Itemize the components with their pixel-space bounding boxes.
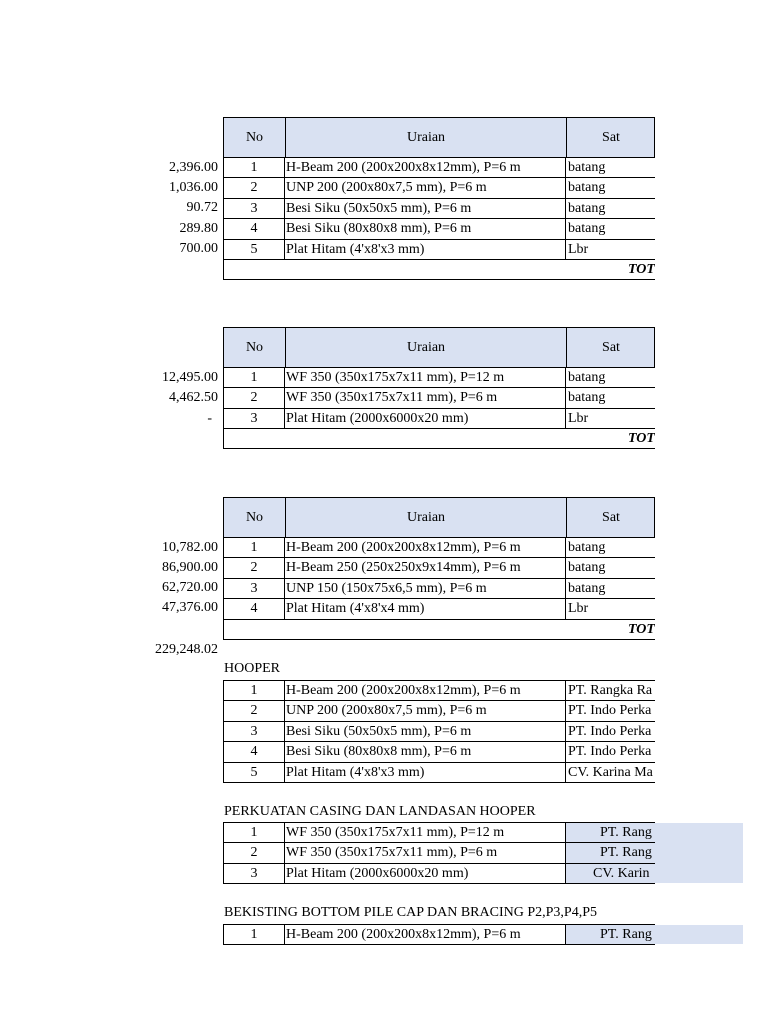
table-row [223, 864, 655, 884]
row-supplier: PT. Indo Perka [568, 723, 652, 739]
row-sat: batang [568, 580, 606, 596]
table-row [223, 579, 655, 599]
row-supplier: PT. Rang [566, 925, 655, 944]
table-row [223, 742, 655, 762]
table-row [223, 538, 655, 558]
header-uraian: Uraian [286, 118, 567, 157]
row-no: 2 [224, 558, 285, 577]
row-no: 3 [224, 579, 285, 598]
total-label: TOT [628, 431, 655, 447]
row-uraian: Plat Hitam (2000x6000x20 mm) [285, 864, 566, 883]
row-no: 2 [224, 843, 285, 862]
row-supplier: PT. Rang [566, 843, 655, 862]
table-row [223, 199, 655, 219]
row-uraian: H-Beam 200 (200x200x8x12mm), P=6 m [285, 158, 566, 177]
row-uraian: UNP 150 (150x75x6,5 mm), P=6 m [285, 579, 566, 598]
table2-body [223, 368, 655, 449]
row-uraian: Besi Siku (80x80x8 mm), P=6 m [285, 742, 566, 761]
row-uraian: Besi Siku (50x50x5 mm), P=6 m [285, 722, 566, 741]
row-uraian: H-Beam 200 (200x200x8x12mm), P=6 m [285, 538, 566, 557]
left-value: 12,495.00 [162, 370, 218, 385]
row-uraian: Plat Hitam (2000x6000x20 mm) [285, 409, 566, 428]
table-row [223, 599, 655, 619]
table-row [223, 925, 655, 945]
header-uraian: Uraian [286, 328, 567, 367]
row-no: 3 [224, 199, 285, 218]
header-uraian: Uraian [286, 498, 567, 537]
header-no: No [224, 328, 286, 367]
left-value: - [207, 411, 212, 426]
table-row [223, 701, 655, 721]
section-title-perkuatan: PERKUATAN CASING DAN LANDASAN HOOPER [224, 804, 536, 819]
row-uraian: Besi Siku (80x80x8 mm), P=6 m [285, 219, 566, 238]
row-uraian: H-Beam 250 (250x250x9x14mm), P=6 m [285, 558, 566, 577]
left-value: 62,720.00 [162, 580, 218, 595]
header-sat: Sat [602, 340, 620, 355]
row-uraian: H-Beam 200 (200x200x8x12mm), P=6 m [285, 681, 566, 700]
table-row [223, 240, 655, 260]
table-row [223, 558, 655, 578]
table2-header [223, 327, 655, 368]
row-uraian: Plat Hitam (4'x8'x4 mm) [285, 599, 566, 618]
row-sat: batang [568, 180, 606, 196]
row-no: 4 [224, 599, 285, 618]
row-sat: batang [568, 200, 606, 216]
row-uraian: Plat Hitam (4'x8'x3 mm) [285, 763, 566, 782]
total-row [223, 429, 655, 449]
shaded-cell-extension [655, 823, 743, 883]
table-row [223, 158, 655, 178]
left-value: 4,462.50 [169, 390, 218, 405]
row-uraian: Besi Siku (50x50x5 mm), P=6 m [285, 199, 566, 218]
table-row [223, 219, 655, 239]
row-supplier: PT. Rangka Ra [568, 683, 653, 698]
left-value: 86,900.00 [162, 560, 218, 575]
row-no: 1 [224, 158, 285, 177]
row-uraian: UNP 200 (200x80x7,5 mm), P=6 m [285, 178, 566, 197]
row-no: 4 [224, 219, 285, 238]
row-uraian: Plat Hitam (4'x8'x3 mm) [285, 240, 566, 259]
row-uraian: WF 350 (350x175x7x11 mm), P=6 m [285, 843, 566, 862]
row-uraian: UNP 200 (200x80x7,5 mm), P=6 m [285, 701, 566, 720]
left-value: 700.00 [179, 241, 218, 256]
header-no: No [224, 498, 286, 537]
row-sat: batang [568, 370, 606, 385]
section-title-bekisting: BEKISTING BOTTOM PILE CAP DAN BRACING P2,P3,P4,P5 [224, 905, 597, 920]
row-no: 1 [224, 925, 285, 944]
bekisting-table [223, 924, 655, 945]
row-no: 3 [224, 722, 285, 741]
row-no: 5 [224, 240, 285, 259]
hooper-table [223, 680, 655, 783]
table-row [223, 368, 655, 388]
row-sat: Lbr [568, 241, 589, 257]
left-value: 1,036.00 [169, 180, 218, 195]
row-no: 2 [224, 178, 285, 197]
row-no: 3 [224, 409, 285, 428]
row-no: 1 [224, 823, 285, 842]
row-uraian: WF 350 (350x175x7x11 mm), P=12 m [285, 823, 566, 842]
table1-body [223, 158, 655, 280]
row-no: 2 [224, 388, 285, 407]
row-sat: Lbr [568, 410, 589, 426]
row-no: 4 [224, 742, 285, 761]
header-sat: Sat [602, 510, 620, 525]
total-row [223, 260, 655, 280]
row-supplier: CV. Karina Ma [568, 764, 653, 780]
table-row [223, 763, 655, 783]
left-value: 10,782.00 [162, 540, 218, 555]
row-no: 1 [224, 681, 285, 700]
row-sat: batang [568, 160, 606, 175]
table-row [223, 409, 655, 429]
row-no: 5 [224, 763, 285, 782]
table-row [223, 681, 655, 701]
table-row [223, 823, 655, 843]
row-no: 2 [224, 701, 285, 720]
table-row [223, 178, 655, 198]
section-title-hooper: HOOPER [224, 661, 281, 676]
left-value: 2,396.00 [169, 160, 218, 175]
row-sat: Lbr [568, 601, 589, 617]
table-row [223, 722, 655, 742]
shaded-cell-extension [655, 925, 743, 944]
grand-total: 229,248.02 [155, 642, 218, 657]
row-uraian: WF 350 (350x175x7x11 mm), P=6 m [285, 388, 566, 407]
header-sat: Sat [602, 130, 620, 145]
table3-body [223, 538, 655, 640]
row-no: 1 [224, 368, 285, 387]
total-label: TOT [628, 261, 655, 277]
row-sat: batang [568, 540, 606, 555]
left-value: 289.80 [179, 221, 218, 236]
header-no: No [224, 118, 286, 157]
row-no: 3 [224, 864, 285, 883]
row-supplier: PT. Indo Perka [568, 744, 652, 760]
row-supplier: CV. Karin [566, 864, 655, 883]
row-no: 1 [224, 538, 285, 557]
row-supplier: PT. Rang [566, 823, 655, 842]
table-row [223, 388, 655, 408]
row-supplier: PT. Indo Perka [568, 703, 652, 719]
total-row [223, 620, 655, 640]
table-row [223, 843, 655, 863]
total-label: TOT [628, 621, 655, 637]
table1-header [223, 117, 655, 158]
left-value: 90.72 [186, 200, 218, 215]
row-sat: batang [568, 221, 606, 237]
row-uraian: H-Beam 200 (200x200x8x12mm), P=6 m [285, 925, 566, 944]
left-value: 47,376.00 [162, 600, 218, 615]
perkuatan-table [223, 822, 655, 884]
row-sat: batang [568, 560, 606, 576]
row-uraian: WF 350 (350x175x7x11 mm), P=12 m [285, 368, 566, 387]
row-sat: batang [568, 390, 606, 406]
table3-header [223, 497, 655, 538]
